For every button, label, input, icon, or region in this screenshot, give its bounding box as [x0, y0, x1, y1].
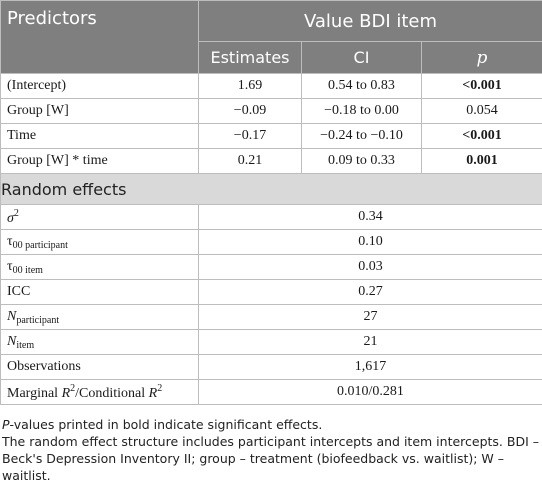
random-value: 0.27	[199, 280, 542, 305]
random-label-n-item	[1, 330, 199, 355]
table-row	[1, 305, 542, 330]
note-structure: The random effect structure includes participant intercepts and item intercepts. BDI – Beck's Depression Inventory II; group – treatment (biofeedback vs. waitlist); W – waitlist.	[2, 434, 539, 483]
random-label-tau-item	[1, 255, 199, 280]
estimate-cell: −0.09	[199, 99, 302, 124]
estimate-cell: −0.17	[199, 124, 302, 149]
note-p-rest: -values printed in bold indicate significant effects.	[9, 417, 323, 432]
table-row	[1, 355, 542, 380]
header-ci: CI	[302, 42, 422, 74]
ci-cell: 0.09 to 0.33	[302, 149, 422, 174]
predictor-cell: Group [W]	[1, 99, 199, 124]
random-label-icc: ICC	[1, 280, 199, 305]
r-sup-2: 2	[157, 382, 163, 394]
table-row	[1, 99, 542, 124]
sigma-sup: 2	[13, 207, 19, 219]
predictor-cell: Group [W] * time	[1, 149, 199, 174]
random-value: 0.03	[199, 255, 542, 280]
table-notes	[2, 416, 542, 484]
p-cell: 0.054	[422, 99, 542, 124]
header-row-1	[1, 1, 542, 42]
ci-cell: 0.54 to 0.83	[302, 74, 422, 99]
tau-symbol: τ	[7, 258, 13, 274]
p-cell: 0.001	[422, 149, 542, 174]
random-label-n-participant	[1, 305, 199, 330]
table-row	[1, 74, 542, 99]
p-cell: <0.001	[422, 124, 542, 149]
random-label-sigma	[1, 205, 199, 230]
random-value: 1,617	[199, 355, 542, 380]
table-row	[1, 230, 542, 255]
random-effects-header-row	[1, 174, 542, 205]
table-row	[1, 124, 542, 149]
ci-cell: −0.18 to 0.00	[302, 99, 422, 124]
header-predictors: Predictors	[1, 1, 199, 74]
ci-cell: −0.24 to −0.10	[302, 124, 422, 149]
random-value: 27	[199, 305, 542, 330]
n-symbol: N	[7, 333, 17, 349]
tau-sub: 00 item	[12, 264, 43, 276]
random-value: 0.10	[199, 230, 542, 255]
table-row	[1, 255, 542, 280]
note-pvalues	[2, 416, 542, 433]
r2-mid: /Conditional	[75, 385, 149, 401]
table-row	[1, 330, 542, 355]
random-label-r2	[1, 380, 199, 405]
random-label-observations: Observations	[1, 355, 199, 380]
r-sup: 2	[70, 382, 76, 394]
random-value: 0.34	[199, 205, 542, 230]
estimate-cell: 0.21	[199, 149, 302, 174]
table-row	[1, 380, 542, 405]
r-symbol: R	[61, 385, 71, 401]
tau-sub: 00 participant	[12, 239, 68, 251]
n-symbol: N	[7, 308, 17, 324]
table-row	[1, 280, 542, 305]
r-symbol-2: R	[148, 385, 158, 401]
table-row	[1, 149, 542, 174]
random-label-tau-participant	[1, 230, 199, 255]
r2-pre: Marginal	[7, 385, 62, 401]
estimate-cell: 1.69	[199, 74, 302, 99]
n-sub: item	[16, 339, 35, 351]
p-cell: <0.001	[422, 74, 542, 99]
n-sub: participant	[16, 314, 60, 326]
tau-symbol: τ	[7, 233, 13, 249]
predictor-cell: (Intercept)	[1, 74, 199, 99]
random-value: 0.010/0.281	[199, 380, 542, 405]
header-p: p	[422, 42, 542, 74]
note-p-italic: P	[2, 417, 10, 432]
header-value-bdi-item: Value BDI item	[199, 1, 542, 42]
random-value: 21	[199, 330, 542, 355]
table-row	[1, 205, 542, 230]
random-effects-title: Random effects	[1, 174, 542, 205]
predictor-cell: Time	[1, 124, 199, 149]
header-estimates: Estimates	[199, 42, 302, 74]
sigma-symbol: σ	[7, 210, 14, 226]
